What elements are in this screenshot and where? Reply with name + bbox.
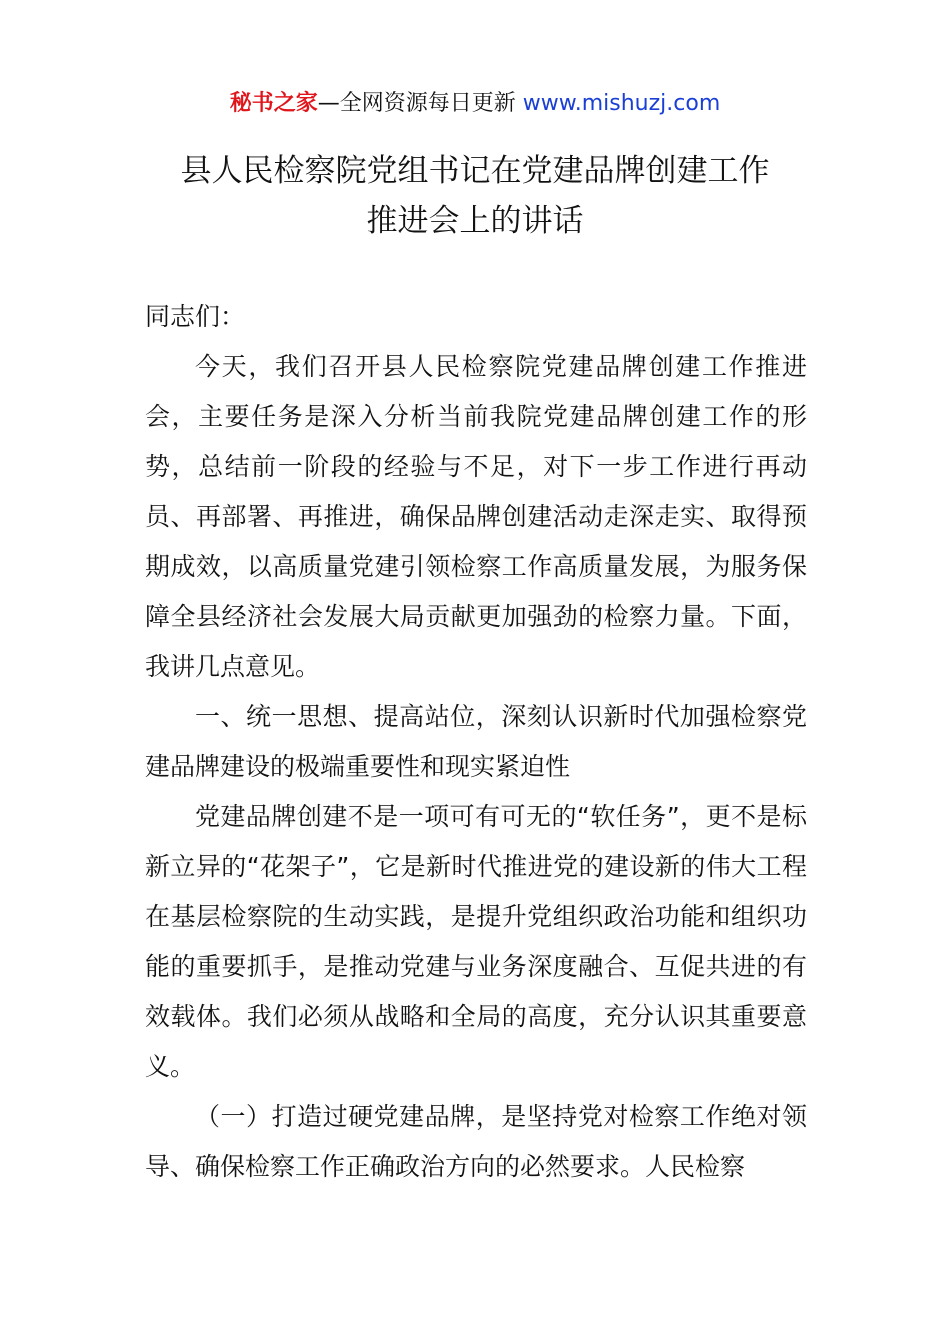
paragraph-intro: 今天，我们召开县人民检察院党建品牌创建工作推进会，主要任务是深入分析当前我院党建品牌创建工作的形势，总结前一阶段的经验与不足，对下一步工作进行再动员、再部署、再推进，确保品牌创建活动走深走实、取得预期成效，以高质量党建引领检察工作高质量发展，为服务保障全县经济社会发展大局贡献更加强劲的检察力量。下面，我讲几点意见。 <box>145 352 807 681</box>
document-title <box>0 146 950 246</box>
section-heading-1: 一、统一思想、提高站位，深刻认识新时代加强检察党建品牌建设的极端重要性和现实紧迫性 <box>145 702 807 781</box>
document-body <box>145 292 807 1192</box>
salutation: 同志们： <box>145 302 246 331</box>
title-line-2: 推进会上的讲话 <box>366 203 584 239</box>
site-url-link[interactable]: www.mishuzj.com <box>522 91 721 116</box>
title-line-1: 县人民检察院党组书记在党建品牌创建工作 <box>180 153 770 189</box>
subsection-1: （一）打造过硬党建品牌，是坚持党对检察工作绝对领导、确保检察工作正确政治方向的必然要求。人民检察 <box>145 1102 807 1181</box>
site-header <box>0 88 950 120</box>
brand-name: 秘书之家 <box>229 91 318 116</box>
header-tagline: —全网资源每日更新 <box>317 91 523 116</box>
paragraph-section-1: 党建品牌创建不是一项可有可无的“软任务”，更不是标新立异的“花架子”，它是新时代推进党的建设新的伟大工程在基层检察院的生动实践，是提升党组织政治功能和组织功能的重要抓手，是推动党建与业务深度融合、互促共进的有效载体。我们必须从战略和全局的高度，充分认识其重要意义。 <box>145 802 807 1081</box>
